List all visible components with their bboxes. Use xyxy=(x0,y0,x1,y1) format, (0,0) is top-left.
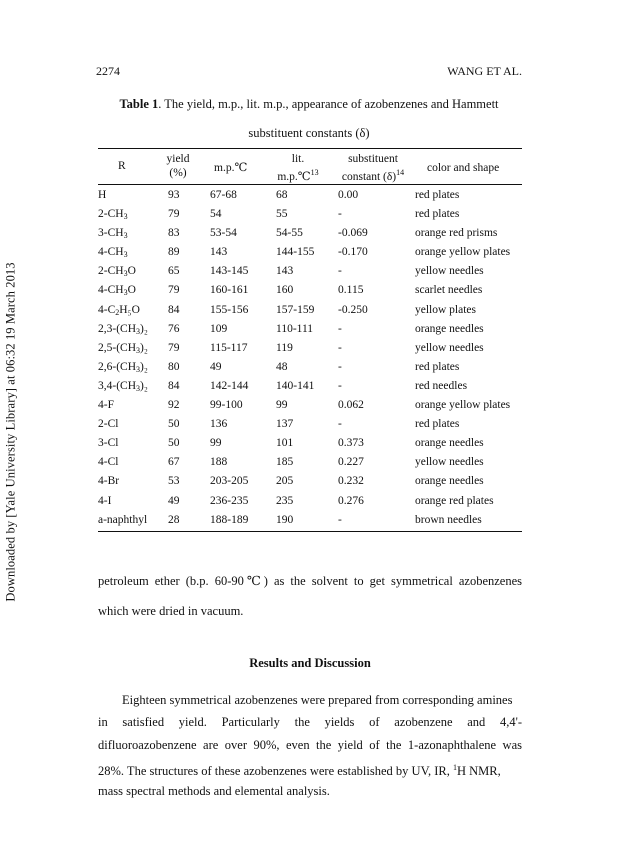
cell-color-shape: yellow needles xyxy=(415,265,484,278)
cell-substituent-tail: )₂ xyxy=(140,379,148,392)
cell-substituent xyxy=(98,358,148,377)
cell-substituent-sub: 3 xyxy=(123,231,128,241)
cell-substituent xyxy=(98,205,128,224)
cell-mp: 236-235 xyxy=(210,494,249,507)
table-row xyxy=(98,262,522,281)
cell-yield: 79 xyxy=(168,208,180,221)
table-caption xyxy=(96,97,522,112)
download-note: Downloaded by [Yale University Library] at 06:32 19 March 2013 xyxy=(3,262,18,602)
cell-color-shape: scarlet needles xyxy=(415,284,483,297)
cell-substituent-constant: 0.115 xyxy=(338,284,364,297)
cell-color-shape: red needles xyxy=(415,379,468,392)
cell-substituent-base: 3-CH xyxy=(98,227,124,240)
cell-substituent-base: 4-Cl xyxy=(98,456,119,469)
cell-substituent-tail: O xyxy=(127,265,136,278)
cell-substituent-sub: 3 xyxy=(123,288,128,298)
cell-substituent xyxy=(98,396,114,415)
cell-lit-mp: 205 xyxy=(276,475,294,488)
table-bottom-rule xyxy=(98,531,522,532)
cell-substituent-sub: 3 xyxy=(123,250,128,260)
header-lit-mp-label: m.p.℃ xyxy=(277,170,311,183)
header-yield-label: yield xyxy=(166,153,190,165)
cell-substituent-base: 3,4-(CH xyxy=(98,379,137,392)
paragraph-2-line-4-a: 28%. The structures of these azobenzenes were established by UV, IR, xyxy=(98,764,453,779)
cell-mp: 99 xyxy=(210,437,222,450)
cell-substituent-constant: - xyxy=(338,341,342,354)
table-row xyxy=(98,243,522,262)
cell-substituent xyxy=(98,415,118,434)
cell-mp: 99-100 xyxy=(210,399,243,412)
cell-substituent xyxy=(98,453,118,472)
cell-substituent-base: 2,6-(CH xyxy=(98,360,137,373)
cell-color-shape: yellow needles xyxy=(415,456,484,469)
cell-lit-mp: 140-141 xyxy=(276,379,315,392)
running-authors: WANG ET AL. xyxy=(447,64,522,78)
cell-substituent-base: H xyxy=(98,189,107,201)
cell-yield: 28 xyxy=(168,513,180,526)
cell-lit-mp: 101 xyxy=(276,437,294,450)
cell-substituent-constant: 0.373 xyxy=(338,437,364,450)
cell-substituent-base: 4-CH xyxy=(98,246,124,259)
cell-color-shape: brown needles xyxy=(415,513,482,526)
paragraph-2-line-5: mass spectral methods and elemental analysis. xyxy=(98,784,330,798)
cell-mp: 109 xyxy=(210,322,228,335)
cell-color-shape: red plates xyxy=(415,418,460,431)
cell-substituent-constant: - xyxy=(338,208,342,221)
cell-substituent-constant: 0.227 xyxy=(338,456,364,469)
paragraph-2-line-4 xyxy=(98,758,522,781)
table-row xyxy=(98,492,522,511)
paragraph-2-line-1: Eighteen symmetrical azobenzenes were prepared from corresponding amines xyxy=(122,693,513,707)
table-row xyxy=(98,511,522,530)
cell-substituent-constant: - xyxy=(338,265,342,278)
cell-substituent xyxy=(98,243,128,262)
running-header xyxy=(96,64,522,79)
cell-mp: 67-68 xyxy=(210,189,237,201)
cell-mp: 142-144 xyxy=(210,379,249,392)
header-subst-ref: 14 xyxy=(396,168,405,177)
cell-lit-mp: 110-111 xyxy=(276,322,314,335)
header-lit-mp xyxy=(270,152,326,184)
cell-substituent-sub: 3 xyxy=(136,326,141,336)
cell-lit-mp: 185 xyxy=(276,456,294,469)
cell-substituent-constant: - xyxy=(338,513,342,526)
table-row xyxy=(98,358,522,377)
table-row xyxy=(98,301,522,320)
cell-substituent xyxy=(98,377,148,396)
cell-substituent-tail: O xyxy=(127,284,136,297)
cell-color-shape: orange yellow plates xyxy=(415,399,511,412)
header-yield xyxy=(158,152,198,180)
cell-substituent-constant: - xyxy=(338,360,342,373)
cell-lit-mp: 137 xyxy=(276,418,294,431)
cell-color-shape: orange needles xyxy=(415,437,484,450)
cell-substituent-base: 2,5-(CH xyxy=(98,341,137,354)
cell-lit-mp: 48 xyxy=(276,360,288,373)
table-row xyxy=(98,434,522,453)
table-body xyxy=(98,186,522,530)
cell-color-shape: red plates xyxy=(415,360,460,373)
paragraph-2-line-3: difluoroazobenzene are over 90%, even the yield of the 1-azonaphthalene was xyxy=(98,738,522,752)
table-row xyxy=(98,186,522,205)
cell-lit-mp: 143 xyxy=(276,265,294,278)
cell-substituent-tail: )₂ xyxy=(140,322,148,335)
h-nmr-superscript: 1 xyxy=(453,763,457,772)
cell-substituent-constant: 0.276 xyxy=(338,494,364,507)
table-row xyxy=(98,224,522,243)
cell-lit-mp: 55 xyxy=(276,208,288,221)
cell-yield: 65 xyxy=(168,265,180,278)
cell-substituent xyxy=(98,434,118,453)
cell-substituent-constant: - xyxy=(338,322,342,335)
cell-substituent-base: 4-F xyxy=(98,399,114,412)
table-row xyxy=(98,281,522,300)
header-mp: m.p.℃ xyxy=(214,162,248,174)
download-watermark xyxy=(2,0,20,864)
header-subst-label: substituent xyxy=(348,153,398,165)
cell-yield: 84 xyxy=(168,303,180,316)
cell-lit-mp: 119 xyxy=(276,341,293,354)
cell-substituent-constant: - xyxy=(338,379,342,392)
header-color-shape: color and shape xyxy=(427,162,500,174)
cell-substituent-base: a-naphthyl xyxy=(98,513,148,526)
cell-yield: 79 xyxy=(168,341,180,354)
paragraph-1-line-1: petroleum ether (b.p. 60-90℃) as the solvent to get symmetrical azobenzenes xyxy=(98,574,522,588)
cell-lit-mp: 99 xyxy=(276,399,288,412)
cell-substituent-base: 2-Cl xyxy=(98,418,119,431)
cell-yield: 50 xyxy=(168,418,180,431)
paragraph-2-line-2: in satisfied yield. Particularly the yields of azobenzene and 4,4'- xyxy=(98,715,522,729)
cell-substituent-base: 2-CH xyxy=(98,208,124,221)
cell-substituent-sub: 3 xyxy=(136,364,141,374)
cell-yield: 67 xyxy=(168,456,180,469)
header-r: R xyxy=(118,160,126,172)
cell-substituent-base: 3-Cl xyxy=(98,437,119,450)
cell-substituent-base: 4-CH xyxy=(98,284,124,297)
table-label: Table 1 xyxy=(119,97,159,111)
header-lit-ref: 13 xyxy=(310,168,319,177)
cell-substituent-tail: )₂ xyxy=(140,360,148,373)
cell-mp: 155-156 xyxy=(210,303,249,316)
cell-yield: 50 xyxy=(168,437,180,450)
cell-yield: 76 xyxy=(168,322,180,335)
cell-yield: 89 xyxy=(168,246,180,259)
cell-substituent-constant: -0.170 xyxy=(338,246,368,259)
cell-substituent-tail: )₂ xyxy=(140,341,148,354)
cell-yield: 80 xyxy=(168,360,180,373)
cell-mp: 160-161 xyxy=(210,284,249,297)
cell-mp: 188 xyxy=(210,456,228,469)
paragraph-1-line-2: which were dried in vacuum. xyxy=(98,604,244,618)
cell-lit-mp: 190 xyxy=(276,513,294,526)
cell-mp: 143-145 xyxy=(210,265,249,278)
table-top-rule xyxy=(98,148,522,149)
table-row xyxy=(98,205,522,224)
cell-substituent-sub: 3 xyxy=(123,212,128,222)
cell-yield: 92 xyxy=(168,399,180,412)
cell-yield: 79 xyxy=(168,284,180,297)
cell-substituent xyxy=(98,281,136,300)
cell-mp: 143 xyxy=(210,246,228,259)
table-row xyxy=(98,396,522,415)
cell-substituent-base: 4-C xyxy=(98,303,116,316)
cell-mp: 49 xyxy=(210,360,222,373)
cell-substituent-sub: 3 xyxy=(123,269,128,279)
table-row xyxy=(98,472,522,491)
cell-yield: 49 xyxy=(168,494,180,507)
cell-lit-mp: 54-55 xyxy=(276,227,303,240)
cell-substituent-constant: -0.250 xyxy=(338,303,368,316)
cell-substituent xyxy=(98,320,148,339)
header-subst-const: constant (δ) xyxy=(341,170,397,183)
cell-substituent-sub: 3 xyxy=(136,383,141,393)
cell-yield: 53 xyxy=(168,475,180,488)
cell-substituent xyxy=(98,224,128,243)
cell-substituent xyxy=(98,301,140,320)
cell-yield: 84 xyxy=(168,379,180,392)
cell-mp: 136 xyxy=(210,418,228,431)
caption-line-2: substituent constants (δ) xyxy=(248,126,370,140)
table-row xyxy=(98,339,522,358)
cell-lit-mp: 160 xyxy=(276,284,294,297)
cell-color-shape: red plates xyxy=(415,189,460,201)
cell-mp: 188-189 xyxy=(210,513,249,526)
cell-yield: 93 xyxy=(168,189,180,201)
cell-substituent-base: 2-CH xyxy=(98,265,124,278)
paragraph-2-line-4-b: H NMR, xyxy=(457,764,501,779)
cell-substituent-constant: 0.232 xyxy=(338,475,364,488)
cell-substituent-constant: 0.00 xyxy=(338,189,359,201)
page-number: 2274 xyxy=(96,64,120,78)
cell-substituent-constant: - xyxy=(338,418,342,431)
cell-color-shape: red plates xyxy=(415,208,460,221)
header-substituent xyxy=(336,152,410,184)
header-lit-label: lit. xyxy=(291,153,305,165)
cell-color-shape: orange yellow plates xyxy=(415,246,511,259)
cell-lit-mp: 68 xyxy=(276,189,288,201)
cell-color-shape: orange needles xyxy=(415,322,484,335)
table-row xyxy=(98,377,522,396)
cell-substituent xyxy=(98,472,119,491)
cell-substituent-base: 2,3-(CH xyxy=(98,322,137,335)
cell-substituent xyxy=(98,511,147,530)
table-row xyxy=(98,320,522,339)
table-row xyxy=(98,415,522,434)
cell-mp: 115-117 xyxy=(210,341,248,354)
cell-substituent-constant: 0.062 xyxy=(338,399,364,412)
section-title: Results and Discussion xyxy=(249,656,371,670)
cell-substituent-base: 4-Br xyxy=(98,475,120,488)
cell-mp: 54 xyxy=(210,208,222,221)
cell-substituent-base: 4-I xyxy=(98,494,112,507)
cell-substituent xyxy=(98,186,106,205)
cell-mp: 53-54 xyxy=(210,227,237,240)
table-row xyxy=(98,453,522,472)
cell-color-shape: yellow plates xyxy=(415,303,476,316)
cell-yield: 83 xyxy=(168,227,180,240)
cell-color-shape: orange red prisms xyxy=(415,227,498,240)
cell-lit-mp: 235 xyxy=(276,494,294,507)
cell-substituent xyxy=(98,492,111,511)
cell-substituent-sub: 3 xyxy=(136,345,141,355)
cell-lit-mp: 144-155 xyxy=(276,246,315,259)
cell-substituent xyxy=(98,339,148,358)
header-yield-unit: (%) xyxy=(169,167,187,179)
cell-substituent-sub: 2 xyxy=(115,307,120,317)
cell-color-shape: orange needles xyxy=(415,475,484,488)
cell-substituent xyxy=(98,262,136,281)
cell-substituent-tail: H₅O xyxy=(119,303,140,316)
caption-line-1: . The yield, m.p., lit. m.p., appearance of azobenzenes and Hammett xyxy=(158,97,499,111)
cell-lit-mp: 157-159 xyxy=(276,303,315,316)
cell-color-shape: yellow needles xyxy=(415,341,484,354)
cell-substituent-constant: -0.069 xyxy=(338,227,368,240)
cell-mp: 203-205 xyxy=(210,475,249,488)
cell-color-shape: orange red plates xyxy=(415,494,494,507)
